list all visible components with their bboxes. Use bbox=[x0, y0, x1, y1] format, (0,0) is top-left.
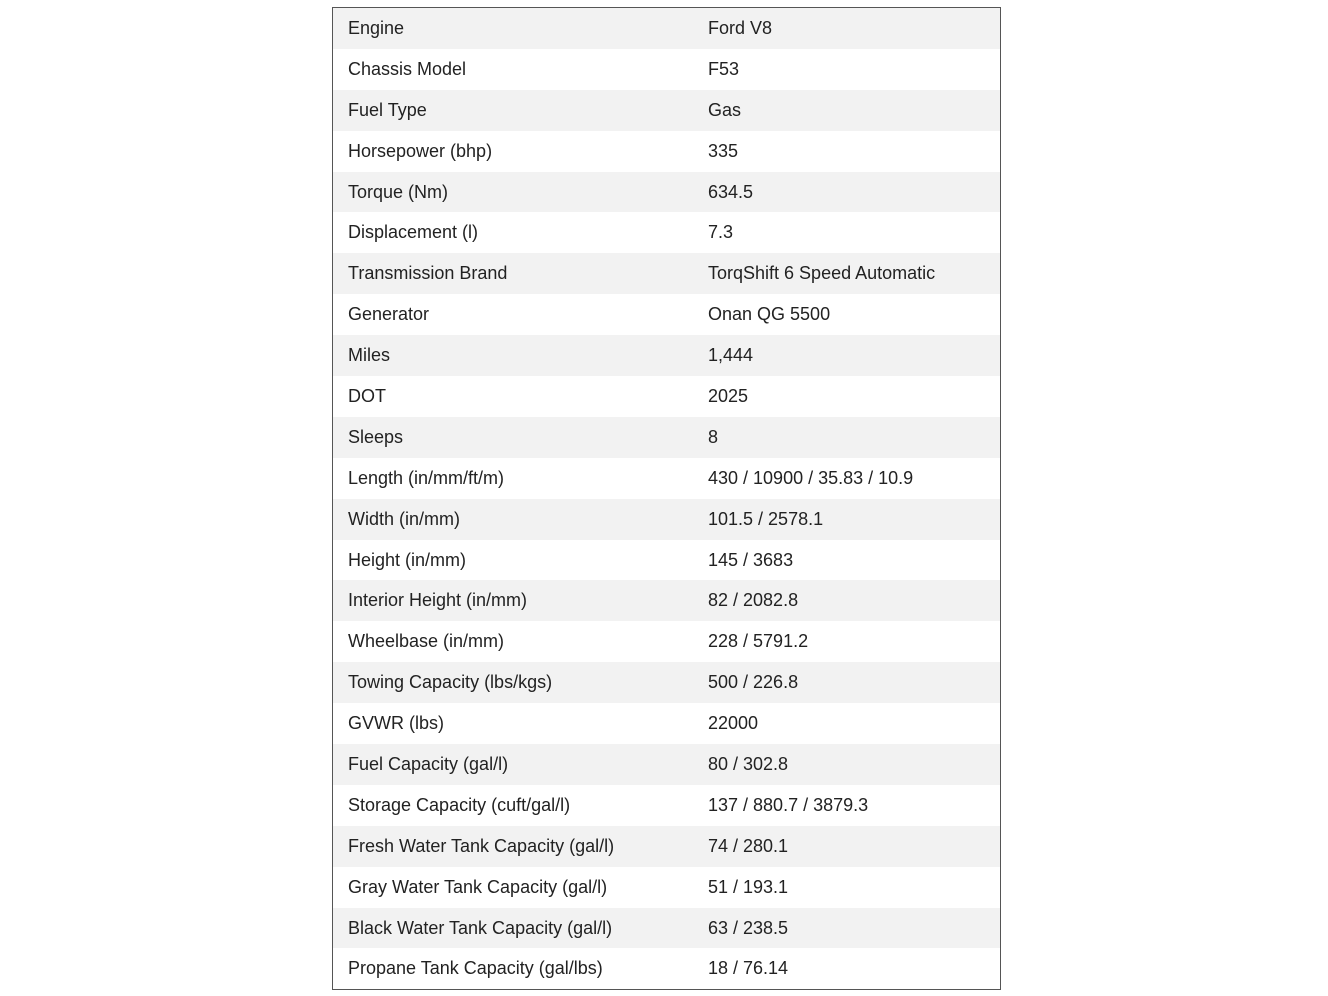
table-row bbox=[333, 376, 1000, 417]
spec-label: Black Water Tank Capacity (gal/l) bbox=[348, 917, 613, 938]
spec-label: Generator bbox=[348, 304, 430, 325]
spec-value: 228 / 5791.2 bbox=[708, 631, 809, 652]
spec-label: Horsepower (bhp) bbox=[348, 140, 493, 161]
spec-label: Fuel Capacity (gal/l) bbox=[348, 753, 509, 774]
spec-value: 101.5 / 2578.1 bbox=[708, 508, 824, 529]
spec-label: Fresh Water Tank Capacity (gal/l) bbox=[348, 835, 615, 856]
spec-value: 80 / 302.8 bbox=[708, 753, 789, 774]
spec-value: 1,444 bbox=[708, 345, 754, 366]
spec-value: Gas bbox=[708, 99, 742, 120]
spec-label: Displacement (l) bbox=[348, 222, 479, 243]
table-row bbox=[333, 540, 1000, 581]
table-row bbox=[333, 212, 1000, 253]
spec-value: 137 / 880.7 / 3879.3 bbox=[708, 794, 869, 815]
spec-label: Gray Water Tank Capacity (gal/l) bbox=[348, 876, 608, 897]
table-row bbox=[333, 172, 1000, 213]
table-row bbox=[333, 785, 1000, 826]
table-row bbox=[333, 948, 1000, 989]
spec-label: Fuel Type bbox=[348, 99, 427, 120]
spec-value: 74 / 280.1 bbox=[708, 835, 789, 856]
spec-value: Onan QG 5500 bbox=[708, 304, 831, 325]
table-row bbox=[333, 417, 1000, 458]
spec-label: Miles bbox=[348, 345, 391, 366]
spec-label: Propane Tank Capacity (gal/lbs) bbox=[348, 958, 603, 979]
spec-value: 145 / 3683 bbox=[708, 549, 794, 570]
spec-value: 2025 bbox=[708, 385, 749, 406]
spec-label: Torque (Nm) bbox=[348, 181, 449, 202]
spec-label: Storage Capacity (cuft/gal/l) bbox=[348, 794, 571, 815]
spec-value: TorqShift 6 Speed Automatic bbox=[708, 263, 936, 284]
spec-label: Engine bbox=[348, 17, 405, 38]
spec-value: 430 / 10900 / 35.83 / 10.9 bbox=[708, 467, 914, 488]
spec-value: F53 bbox=[708, 58, 740, 79]
spec-value: 500 / 226.8 bbox=[708, 672, 799, 693]
table-row bbox=[333, 499, 1000, 540]
table-row bbox=[333, 703, 1000, 744]
table-row bbox=[333, 908, 1000, 949]
spec-value: 8 bbox=[708, 426, 719, 447]
spec-value: 22000 bbox=[708, 713, 759, 734]
table-row bbox=[333, 867, 1000, 908]
table-row bbox=[333, 253, 1000, 294]
table-row bbox=[333, 335, 1000, 376]
table-row bbox=[333, 580, 1000, 621]
spec-value: 7.3 bbox=[708, 222, 734, 243]
table-row bbox=[333, 744, 1000, 785]
spec-label: DOT bbox=[348, 385, 386, 406]
spec-value: 51 / 193.1 bbox=[708, 876, 789, 897]
spec-value: 18 / 76.14 bbox=[708, 958, 789, 979]
spec-label: Interior Height (in/mm) bbox=[348, 590, 528, 611]
spec-table bbox=[332, 7, 1001, 990]
table-row bbox=[333, 294, 1000, 335]
table-row bbox=[333, 8, 1000, 49]
table-row bbox=[333, 662, 1000, 703]
table-row bbox=[333, 90, 1000, 131]
table-row bbox=[333, 621, 1000, 662]
table-row bbox=[333, 458, 1000, 499]
spec-label: Chassis Model bbox=[348, 58, 467, 79]
spec-label: Transmission Brand bbox=[348, 263, 508, 284]
spec-value: Ford V8 bbox=[708, 17, 773, 38]
spec-value: 634.5 bbox=[708, 181, 754, 202]
spec-label: Towing Capacity (lbs/kgs) bbox=[348, 672, 553, 693]
table-row bbox=[333, 826, 1000, 867]
spec-label: GVWR (lbs) bbox=[348, 713, 444, 734]
spec-label: Height (in/mm) bbox=[348, 549, 467, 570]
table-row bbox=[333, 49, 1000, 90]
spec-label: Wheelbase (in/mm) bbox=[348, 631, 505, 652]
spec-value: 82 / 2082.8 bbox=[708, 590, 799, 611]
spec-value: 335 bbox=[708, 140, 739, 161]
spec-label: Width (in/mm) bbox=[348, 508, 460, 529]
spec-label: Length (in/mm/ft/m) bbox=[348, 467, 505, 488]
spec-value: 63 / 238.5 bbox=[708, 917, 789, 938]
spec-label: Sleeps bbox=[348, 426, 404, 447]
table-row bbox=[333, 131, 1000, 172]
